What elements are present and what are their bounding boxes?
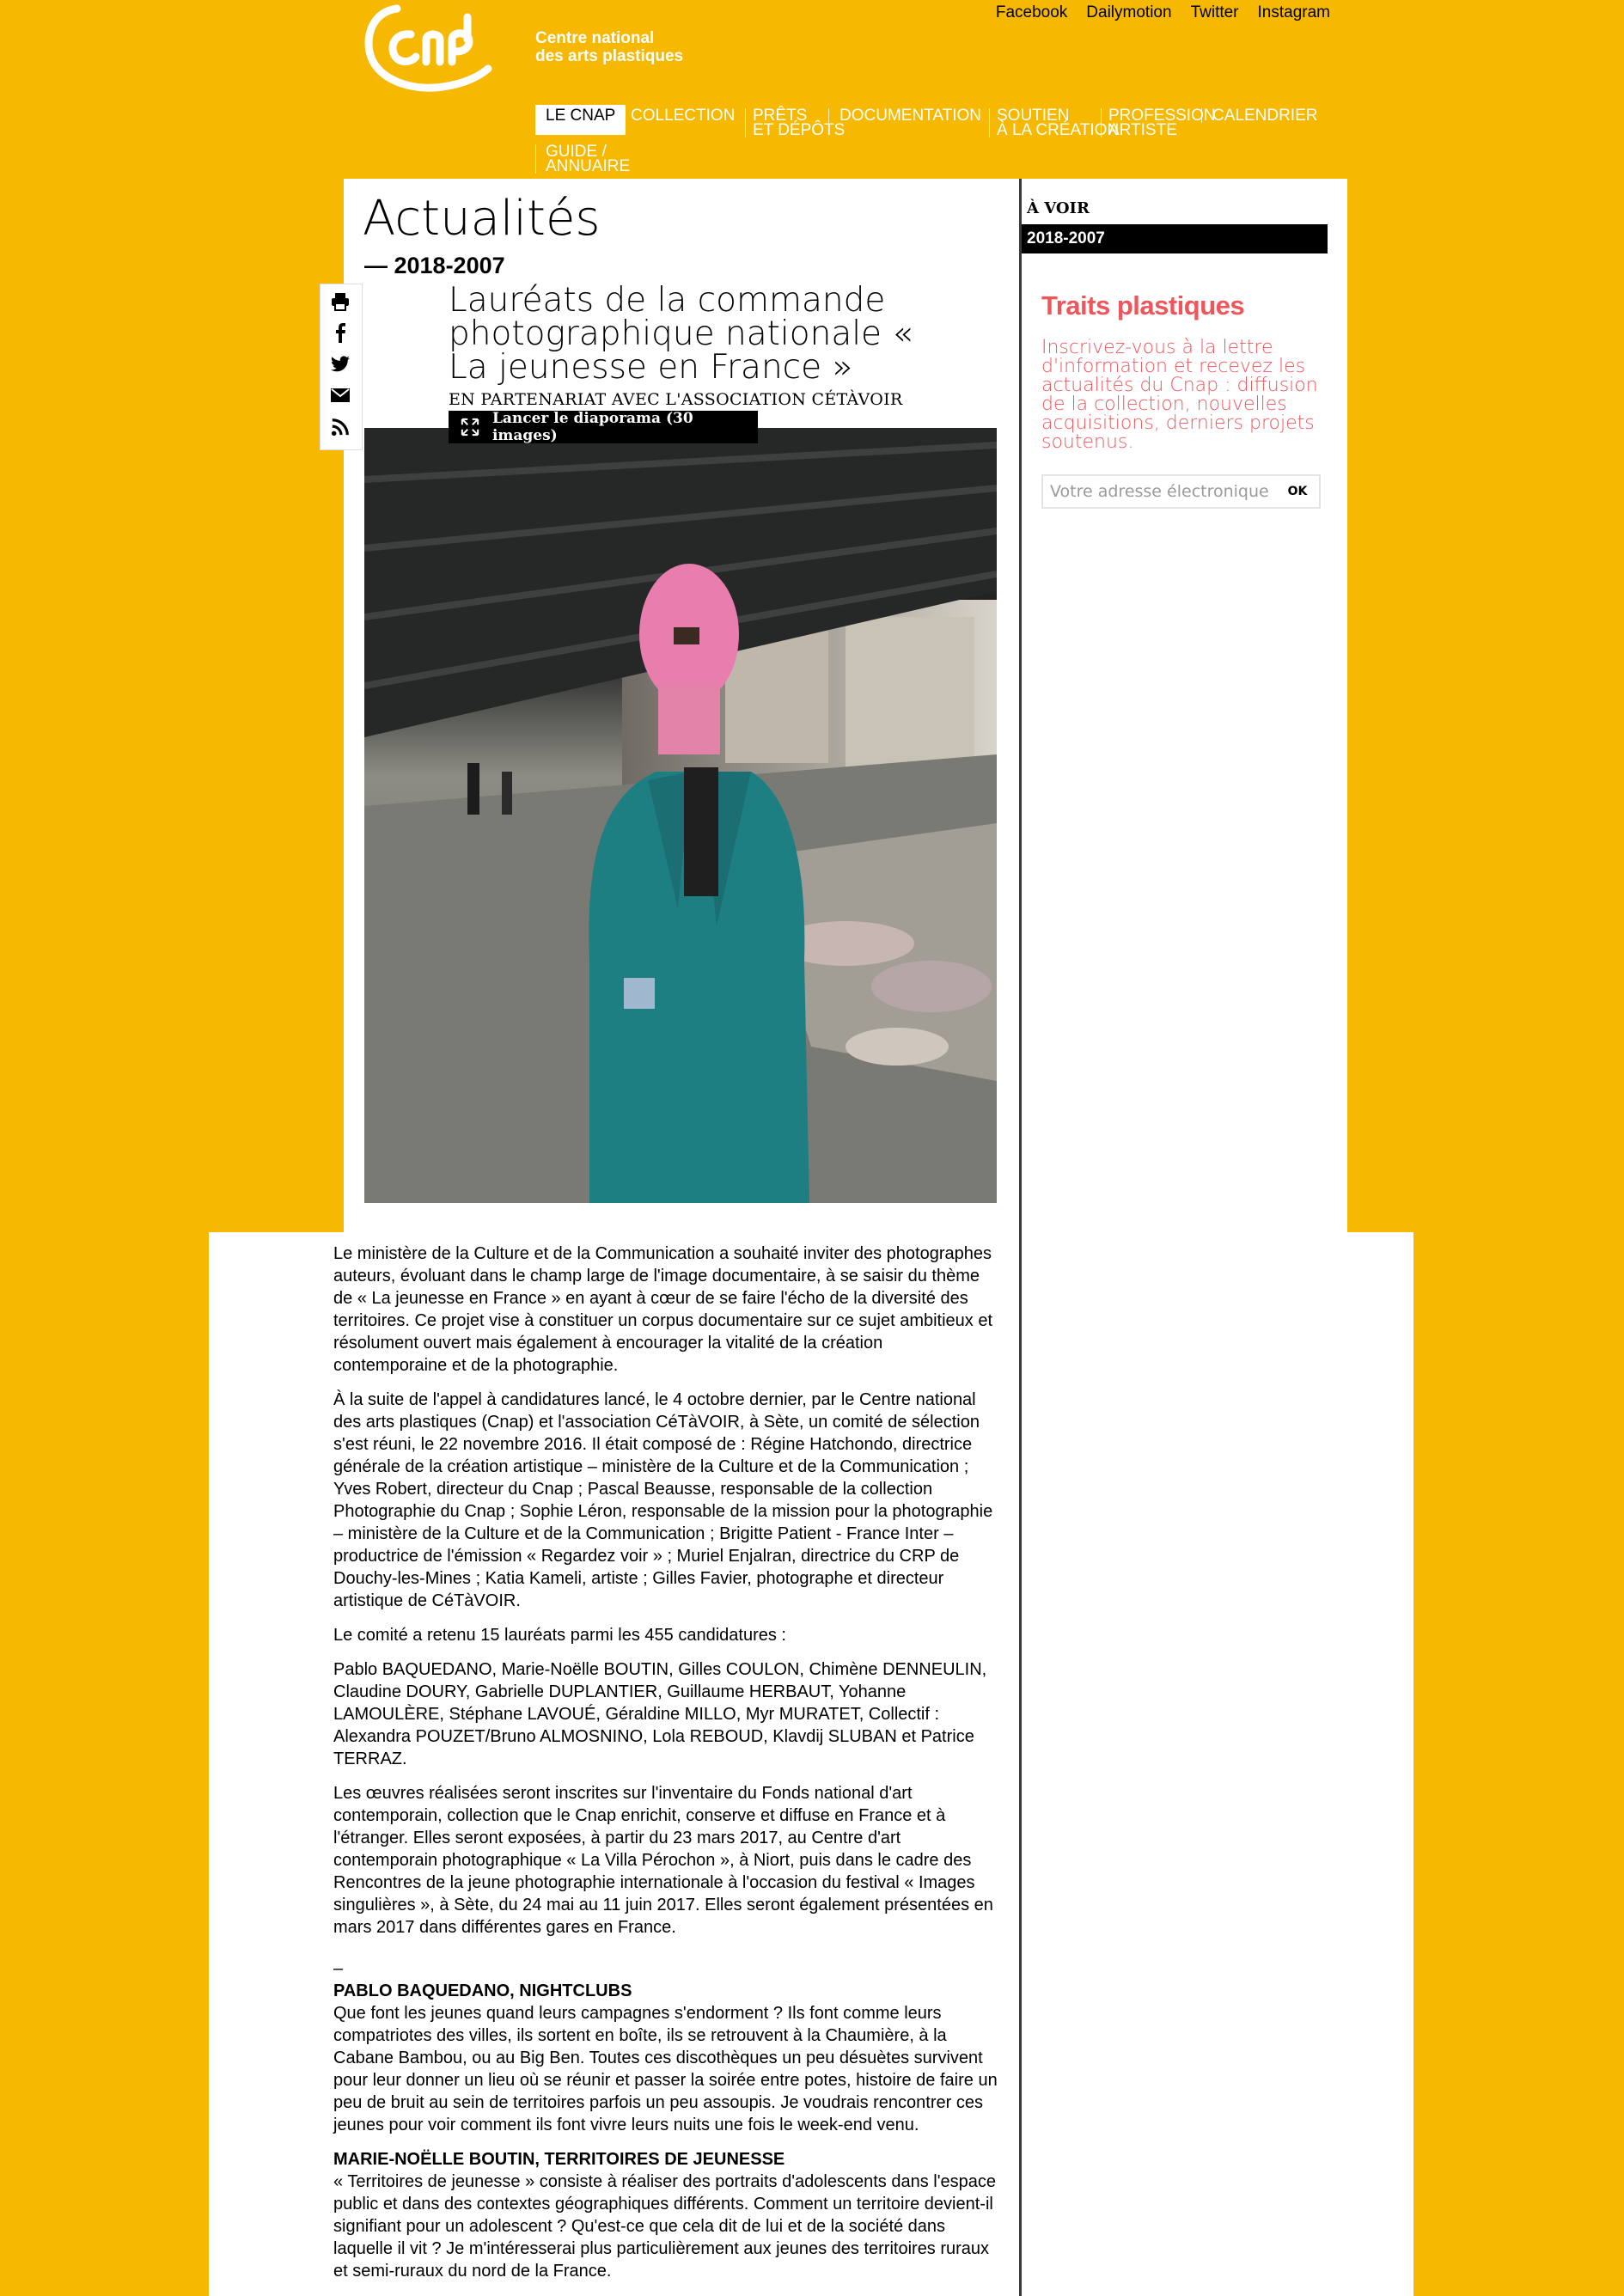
- nav-label: ET DÉPÔTS: [753, 121, 846, 139]
- site-name-line2: des arts plastiques: [535, 47, 684, 65]
- site-name-line1: Centre national: [535, 29, 655, 47]
- rss-icon[interactable]: [328, 415, 352, 439]
- laureates-list: Pablo BAQUEDANO, Marie-Noëlle BOUTIN, Gilles COULON, Chimène DENNEULIN, Claudine DOURY, Gabrielle DUPLANTIER, Guillaume HERBAUT, Yohanne LAMOULÈRE, Stéphane LAVOUÉ, Géraldine MILLO, Myr MURATET, Collectif : Alexandra POUZET/Bruno ALMOSNINO, Lola REBOUD, Klavdij SLUBAN et Patrice TERRAZ.: [333, 1660, 987, 1768]
- nav-item-calendrier[interactable]: [1201, 108, 1317, 123]
- nav-label: LE CNAP: [546, 107, 616, 125]
- social-link-dailymotion[interactable]: Dailymotion: [1086, 3, 1172, 21]
- nav-label: COLLECTION: [631, 107, 736, 125]
- page-subtitle: — 2018-2007: [364, 253, 505, 278]
- page-title: Actualités: [363, 191, 601, 247]
- article-body: [333, 1243, 998, 2294]
- nav-label: PROFESSION: [1108, 107, 1216, 125]
- nav-item-collection[interactable]: [631, 108, 735, 123]
- sidebar-date-range[interactable]: 2018-2007: [1022, 224, 1328, 253]
- email-icon[interactable]: [328, 383, 352, 407]
- social-link-facebook[interactable]: Facebook: [995, 3, 1068, 21]
- article-paragraph: Le ministère de la Culture et de la Communication a souhaité inviter des photographes auteurs, évoluant dans le champ large de l'image documentaire, à se saisir du thème de « La jeunesse en France » en ayant à cœur de se faire l'écho de la diversité des territoires. Ce projet vise à constituer un corpus documentaire sur ce sujet ambitieux et résolument ouvert mais également à encourager la vitalité de la création contemporaine et de la photographie.: [333, 1244, 993, 1375]
- article-paragraph: À la suite de l'appel à candidatures lancé, le 4 octobre dernier, par le Centre national des arts plastiques (Cnap) et l'association CéTàVOIR, à Sète, un comité de sélection s'est réuni, le 22 novembre 2016. Il était composé de : Régine Hatchondo, directrice générale de la création artistique – ministère de la Culture et de la Communication ; Yves Robert, directeur du Cnap ; Pascal Beausse, responsable de la collection Photographie du Cnap ; Sophie Léron, responsable de la mission pour la photographie – ministère de la Culture et de la Communication ; Brigitte Patient - France Inter – productrice de l'émission « Regardez voir » ; Muriel Enjalran, directrice du CRP de Douchy-les-Mines ; Katia Kameli, artiste ; Gilles Favier, photographe et directeur artistique de CéTàVOIR.: [333, 1390, 993, 1610]
- nav-label: CALENDRIER: [1212, 107, 1318, 125]
- nav-label: SOUTIEN: [997, 107, 1070, 125]
- section-heading: PABLO BAQUEDANO, NIGHTCLUBS: [333, 1982, 632, 2000]
- nav-label: GUIDE /: [546, 143, 607, 161]
- nav-item-profession-artiste[interactable]: [1101, 108, 1216, 137]
- nav-item-soutien-creation[interactable]: [989, 108, 1119, 137]
- section-text: Que font les jeunes quand leurs campagnes s'endorment ? Ils font comme leurs compatriotes des villes, ils sortent en boîte, ils se retrouvent à la Chaumière, à la Cabane Bambou, ou au Big Ben. Toutes ces discothèques un peu désuètes survivent pour leur donner un lieu où se réunir et passer la soirée entre potes, histoire de faire un peu de bruit au sein de territoires parfois un peu assoupis. Je voudrais rencontrer ces jeunes pour voir comment ils font vivre leurs nuits une fois le week-end venu.: [333, 2004, 998, 2134]
- social-link-twitter[interactable]: Twitter: [1190, 3, 1239, 21]
- cnap-logo[interactable]: [363, 0, 496, 96]
- slideshow-label: Lancer le diaporama (30 images): [491, 410, 693, 444]
- facebook-icon[interactable]: [328, 321, 352, 345]
- fullscreen-icon: [449, 418, 492, 437]
- nav-label: DOCUMENTATION: [839, 107, 982, 125]
- nav-label: PRÊTS: [753, 107, 808, 125]
- email-field[interactable]: [1043, 476, 1276, 507]
- newsletter-submit-button[interactable]: OK: [1276, 476, 1319, 507]
- newsletter-title: Traits plastiques: [1041, 290, 1245, 321]
- column-divider: [1019, 179, 1022, 2296]
- nav-label: ANNUAIRE: [546, 157, 631, 175]
- main-nav: [535, 105, 1343, 177]
- nav-label: À LA CRÉATION: [997, 121, 1120, 139]
- print-icon[interactable]: [328, 290, 352, 314]
- sidebar-heading: À VOIR: [1027, 199, 1090, 217]
- article-paragraph: Les œuvres réalisées seront inscrites sur l'inventaire du Fonds national d'art contemporain, collection que le Cnap enrichit, conserve et diffuse en France et à l'étranger. Elles seront exposées, à partir du 23 mars 2017, au Centre d'art contemporain photographique « La Villa Pérochon », à Niort, puis dans le cadre des Rencontres de la jeune photographie internationale à l'occasion du festival « Images singulières », à Sète, du 24 mai au 11 juin 2017. Elles seront également présentées en mars 2017 dans différentes gares en France.: [333, 1784, 993, 1937]
- section-separator: –: [333, 1959, 344, 1978]
- site-name: [535, 29, 724, 65]
- article-paragraph: Le comité a retenu 15 lauréats parmi les 455 candidatures :: [333, 1626, 786, 1645]
- newsletter-text: Inscrivez-vous à la lettre d'information et recevez les actualités du Cnap : diffusion de la collection, nouvelles acquisitions, derniers projets soutenus.: [1041, 337, 1318, 453]
- nav-label: ARTISTE: [1108, 121, 1177, 139]
- social-links: [988, 3, 1330, 22]
- article-photo[interactable]: [364, 428, 997, 1203]
- nav-item-le-cnap[interactable]: [535, 105, 626, 135]
- nav-item-guide-annuaire[interactable]: [535, 144, 630, 174]
- nav-item-documentation[interactable]: [828, 108, 981, 123]
- article-partner: EN PARTENARIAT AVEC L'ASSOCIATION CÉTÀVOIR: [449, 390, 903, 409]
- slideshow-button[interactable]: [449, 411, 758, 443]
- share-bar: [320, 284, 363, 450]
- newsletter-form: [1041, 474, 1321, 509]
- section-heading: MARIE-NOËLLE BOUTIN, TERRITOIRES DE JEUNESSE: [333, 2150, 785, 2169]
- article-title: Lauréats de la commande photographique nationale « La jeunesse en France »: [449, 281, 913, 387]
- section-text: « Territoires de jeunesse » consiste à réaliser des portraits d'adolescents dans l'espace public et dans des contextes géographiques différents. Comment un territoire devient-il signifiant pour un adolescent ? Qu'est-ce que cela dit de lui et de la société dans laquelle il vit ? Je m'intéresserai plus particulièrement aux jeunes des territoires ruraux et semi-ruraux du nord de la France.: [333, 2172, 997, 2281]
- social-link-instagram[interactable]: Instagram: [1257, 3, 1330, 21]
- twitter-icon[interactable]: [328, 352, 352, 376]
